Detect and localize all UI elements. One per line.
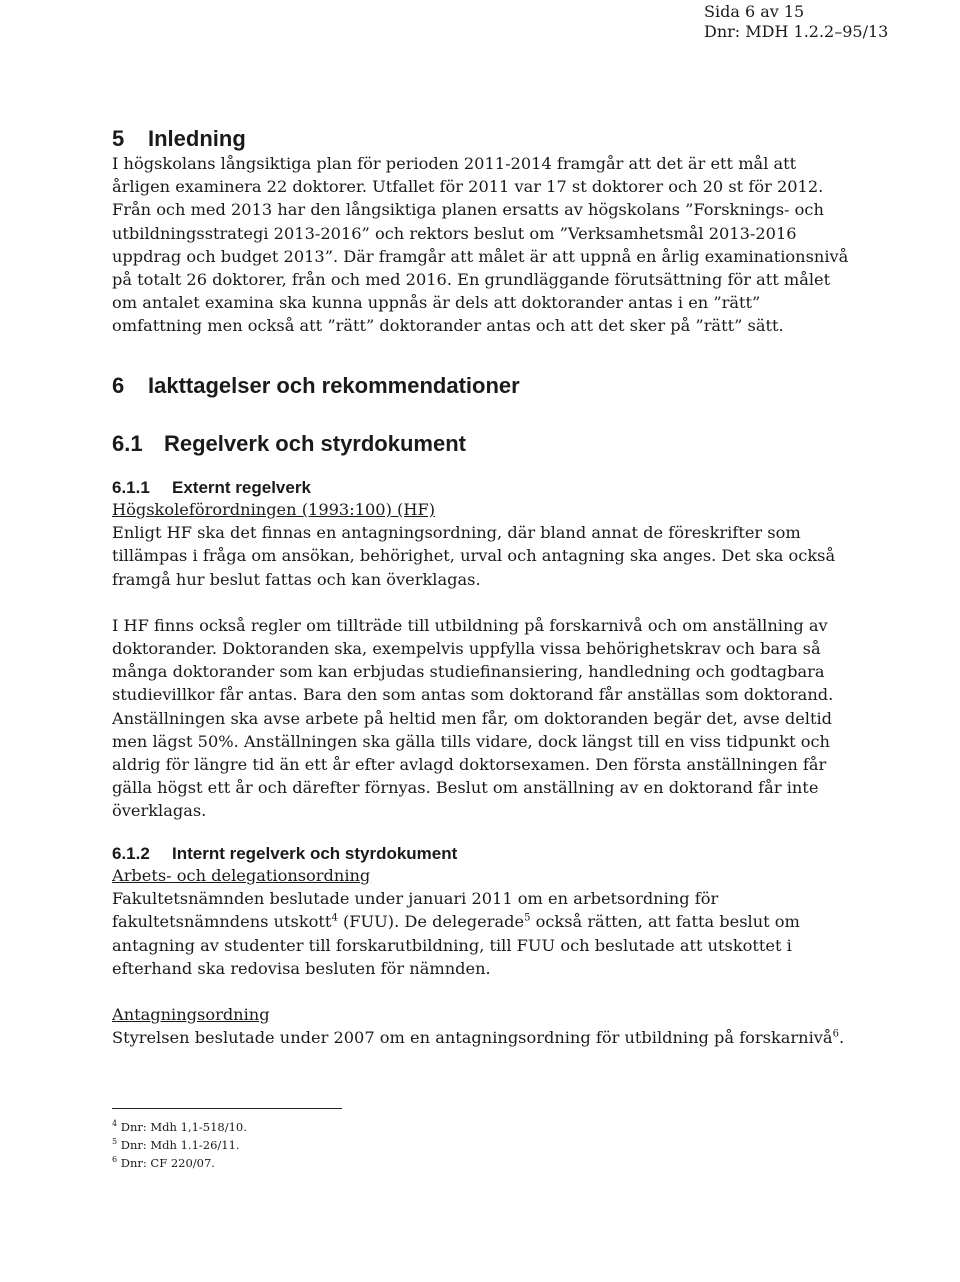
document-number: Dnr: MDH 1.2.2–95/13 [704, 22, 889, 41]
footnote-5 [112, 1136, 512, 1154]
footnote-text: Dnr: CF 220/07. [117, 1156, 215, 1170]
footnote-4 [112, 1118, 512, 1136]
footnote-text: Dnr: Mdh 1.1-26/11. [117, 1138, 240, 1152]
section-number: 5 [112, 126, 125, 151]
section-6-1-2-heading [112, 844, 852, 864]
footnote-ref-4[interactable]: 4 [331, 913, 338, 925]
hf-paragraph-2: I HF finns också regler om tillträde till utbildning på forskarnivå och om anställning av doktorander. Doktoranden ska, exempelvis uppfylla vissa behörighetskrav och bara så många doktorander som kan erbjudas studiefinansiering, handledning och godtagbara studievillkor får antas. Bara den som antas som doktorand får anställas som doktorand. Anställningen ska avse arbete på heltid men får, om doktoranden begär det, avse deltid men lägst 50%. Anställningen ska gälla tills vidare, dock längst till en viss tidpunkt och aldrig för längre tid än ett år efter avlagd doktorsexamen. Den första anställningen får gälla högst ett år och därefter förnyas. Beslut om anställning av en doktorand får inte överklagas. [112, 615, 834, 821]
section-6-1-heading [112, 431, 852, 457]
footnote-mark: 5 [112, 1137, 118, 1147]
footnote-divider [112, 1108, 342, 1109]
footnote-6 [112, 1154, 512, 1172]
section-title: Internt regelverk och styrdokument [172, 844, 458, 863]
footnote-mark: 4 [112, 1119, 118, 1129]
paragraph-text: Styrelsen beslutade under 2007 om en antagningsordning för utbildning på forskarnivå [112, 1028, 833, 1048]
hf-paragraph-1: Enligt HF ska det finnas en antagningsordning, där bland annat de föreskrifter som tillämpas i fråga om ansökan, behörighet, urval och antagning ska anges. Det ska också framgå hur beslut fattas och kan överklagas. [112, 523, 836, 589]
paragraph-text: Fakultetsnämnden beslutade under januari 2011 om en arbetsordning för fakultetsnämndens utskott [112, 889, 719, 932]
section-6-1-1-heading [112, 478, 852, 498]
footnote-ref-5[interactable]: 5 [524, 913, 531, 925]
paragraph-text: också rätten, att fatta beslut om antagning av studenter till forskarutbildning, till FUU och beslutade att utskottet i efterhand ska redovisa besluten för nämnden. [112, 912, 800, 978]
delegation-paragraph [112, 887, 852, 980]
footnote-ref-6[interactable]: 6 [832, 1028, 839, 1040]
footnotes [112, 1118, 512, 1172]
section-6-1-2 [112, 844, 852, 1049]
admission-paragraph [112, 1026, 852, 1049]
hf-subheading: Högskoleförordningen (1993:100) (HF) [112, 500, 436, 519]
section-number: 6.1 [112, 431, 143, 456]
section-number: 6 [112, 373, 125, 398]
section-title: Regelverk och styrdokument [164, 431, 466, 456]
footnote-text: Dnr: Mdh 1,1-518/10. [117, 1120, 247, 1134]
section-number: 6.1.2 [112, 844, 150, 863]
section-6-1 [112, 431, 852, 457]
section-title: Iakttagelser och rekommendationer [148, 373, 520, 398]
page-header [704, 2, 944, 42]
section-5 [112, 126, 852, 338]
delegation-subheading: Arbets- och delegationsordning [112, 866, 371, 885]
paragraph-text: (FUU). De delegerade [337, 912, 525, 932]
footnote-mark: 6 [112, 1155, 118, 1165]
section-6-1-1 [112, 478, 852, 823]
section-title: Externt regelverk [172, 478, 311, 497]
section-6 [112, 373, 852, 399]
section-5-body: I högskolans långsiktiga plan för perioden 2011-2014 framgår att det är ett mål att årligen examinera 22 doktorer. Utfallet för 2011 var 17 st doktorer och 20 st för 2012. Från och med 2013 har den långsiktiga planen ersatts av högskolans ”Forsknings- och utbildningsstrategi 2013-2016” och rektors beslut om ”Verksamhetsmål 2013-2016 uppdrag och budget 2013”. Där framgår att målet är att uppnå en årlig examinationsnivå på totalt 26 doktorer, från och med 2016. En grundläggande förutsättning för att målet om antalet examina ska kunna uppnås är dels att doktorander antas i en ”rätt” omfattning men också att ”rätt” doktorander antas och att det sker på ”rätt” sätt. [112, 154, 849, 336]
page-number: Sida 6 av 15 [704, 2, 805, 21]
paragraph-text: . [838, 1028, 845, 1048]
section-number: 6.1.1 [112, 478, 150, 497]
section-6-heading [112, 373, 852, 399]
section-5-heading [112, 126, 852, 152]
admission-subheading: Antagningsordning [112, 1005, 270, 1025]
section-title: Inledning [148, 126, 246, 151]
